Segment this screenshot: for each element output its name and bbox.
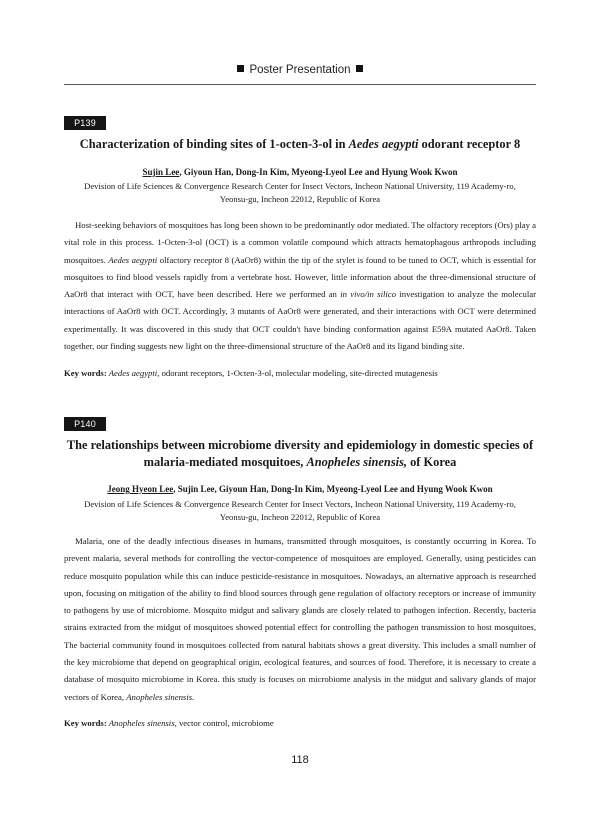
page-number: 118 <box>291 754 309 766</box>
abstract-title: Characterization of binding sites of 1-octen-3-ol in Aedes aegypti odorant receptor 8 <box>79 137 521 151</box>
abstract-body: Malaria, one of the deadly infectious diseases in humans, transmitted through mosquitoes, is constantly occurring in Korea. To prevent malaria, several methods for controlling the vector-competence of mosquitoes are employed. Generally, using pesticides can reduce mosquito population while this can induce pesticide-resistance in mosquitoes. Nowadays, an alternative approach is researched upon, focusing on mitigation of the ability to find blood sources through gene regulation of olfactory receptors or increase of immunity to pathogens by use of microbiome. Mosquito midgut and salivary glands are closely related to pathogen infection. Recently, bacteria strains extracted from the midgut of mosquitoes showed potential effect for controlling the pathogen transmission to host mosquitoes, The bacterial community found in mosquitoes collected from natural habitats shows a great diversity. This includes a small number of the key microbiome that depend on geographical origin, ecological features, and sources of food. Therefore, it is necessary to create a database of mosquito microbiome in Korea. this study is focuses on microbiome analysis in the midgut and salivary glands of major vectors of Korea, Anopheles sinensis. <box>64 536 536 702</box>
square-bullet-icon <box>356 65 363 72</box>
section-header-label: Poster Presentation <box>249 64 351 76</box>
presenting-author: Jeong Hyeon Lee <box>107 484 174 494</box>
header-rule <box>64 84 536 85</box>
section-header <box>64 64 536 76</box>
abstract-title: The relationships between microbiome diversity and epidemiology in domestic species of malaria-mediated mosquitoes, Anopheles sinensis, of Korea <box>66 438 534 469</box>
keywords: Key words: Anopheles sinensis, vector control, microbiome <box>64 718 274 728</box>
author-list: Sujin Lee, Giyoun Han, Dong-In Kim, Myeong-Lyeol Lee and Hyung Wook Kwon <box>142 167 458 177</box>
keywords: Key words: Aedes aegypti, odorant receptors, 1-Octen-3-ol, molecular modeling, site-directed mutagenesis <box>64 368 438 378</box>
square-bullet-icon <box>237 65 244 72</box>
abstract-id-badge: P140 <box>64 417 106 431</box>
author-list: Jeong Hyeon Lee, Sujin Lee, Giyoun Han, Dong-In Kim, Myeong-Lyeol Lee and Hyung Wook Kwon <box>107 484 493 494</box>
abstract-id-badge: P139 <box>64 116 106 130</box>
presenting-author: Sujin Lee <box>142 167 180 177</box>
affiliation: Devision of Life Sciences & Convergence Research Center for Insect Vectors, Incheon National University, 119 Academy-ro, Yeonsu-gu, Incheon 22012, Republic of Korea <box>84 499 516 522</box>
abstract-body: Host-seeking behaviors of mosquitoes has long been shown to be predominantly odor mediated. The olfactory receptors (Ors) play a vital role in this process. 1-Octen-3-ol (OCT) is a common volatile compound which attracts hematophagous arthropods including mosquitoes. Aedes aegypti olfactory receptor 8 (AaOr8) within the tip of the stylet is found to be tuned to OCT, which is essential for mosquitoes to find blood vessels rapidly from a vertebrate host. However, little information about the three-dimensional structure of AaOr8 that interact with OCT, have been described. Here we performed an in vivo/in silico investigation to analyze the molecular interactions of AaOr8 with OCT. Accordingly, 3 mutants of AaOr8 were generated, and their interactions with OCT were determined experimentally. It was discovered in this study that OCT couldn't have binding conformation against E59A mutated AaOr8. Taken together, our finding suggests new light on the three-dimensional structure of the AaOr8 and its ligand binding site. <box>64 220 537 352</box>
affiliation: Devision of Life Sciences & Convergence Research Center for Insect Vectors, Incheon National University, 119 Academy-ro, Yeonsu-gu, Incheon 22012, Republic of Korea <box>84 181 516 204</box>
